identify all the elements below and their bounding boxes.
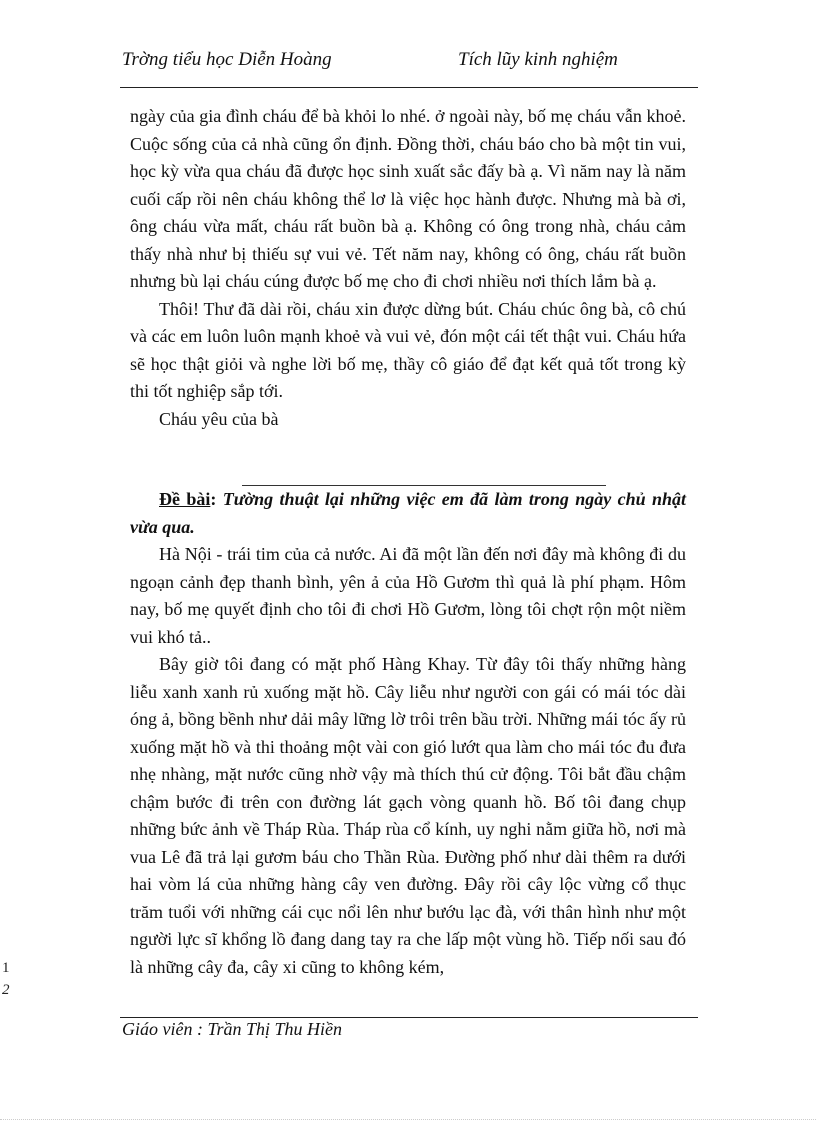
page-number-line: 1 [2, 960, 10, 976]
task-heading [130, 486, 686, 541]
essay-paragraph: Bây giờ tôi đang có mặt phố Hàng Khay. Từ đây tôi thấy những hàng liễu xanh xanh rủ xuống mặt hồ. Cây liễu như người con gái có mái tóc dài óng ả, bồng bềnh như dải mây lững lờ trôi trên bầu trời. Những mái tóc ấy rủ xuống mặt hồ và thi thoảng một vài con gió lướt qua làm cho mái tóc đu đưa nhẹ nhàng, mặt nước cũng nhờ vậy mà thích thú cử động. Tôi bắt đầu chậm chậm bước đi trên con đường lát gạch vòng quanh hồ. Bố tôi đang chụp những bức ảnh về Tháp Rùa. Tháp rùa cổ kính, uy nghi nằm giữa hồ, nơi mà vua Lê đã trả lại gươm báu cho Thần Rùa. Đường phố như dài thêm ra dưới hai vòm lá của những hàng cây ven đường. Đây rồi cây lộc vừng cổ thục trăm tuổi với những cái cục nổi lên như bướu lạc đà, với thân hình như một người lực sĩ khổng lồ đang dang tay ra che lấp một vùng hồ. Tiếp nối sau đó là những cây đa, cây xi cũng to không kém, [130, 654, 686, 977]
page-number [2, 957, 10, 1001]
page-number-line: 2 [2, 982, 10, 998]
letter-paragraph: Thôi! Thư đã dài rồi, cháu xin được dừng bút. Cháu chúc ông bà, cô chú và các em luôn luôn mạnh khoẻ và vui vẻ, đón một cái tết thật vui. Cháu hứa sẽ học thật giỏi và nghe lời bố mẹ, thầy cô giáo để đạt kết quả tốt trong kỳ thi tốt nghiệp sắp tới. [130, 298, 686, 401]
task-label: Đề bài [159, 489, 211, 509]
essay-section [130, 486, 686, 981]
school-name: Trờng tiểu học Diễn Hoàng [122, 49, 332, 70]
letter-paragraph: ngày của gia đình cháu để bà khỏi lo nhé. ở ngoài này, bố mẹ cháu vẫn khoẻ. Cuộc sống của cả nhà cũng ổn định. Đồng thời, cháu báo cho bà một tin vui, học kỳ vừa qua cháu đã được học sinh xuất sắc đấy bà ạ. Vì năm nay là năm cuối cấp rồi nên cháu không thể lơ là việc học hành được. Nhưng mà bà ơi, ông cháu vừa mất, cháu rất buồn bà ạ. Không có ông trong nhà, cháu cảm thấy nhà như bị thiếu sự vui vẻ. Tết năm nay, không có ông, cháu rất buồn nhưng bù lại cháu cúng được bố mẹ cho đi chơi nhiều nơi thích lắm bà ạ. [130, 106, 686, 291]
task-colon: : [210, 489, 223, 509]
page-edge [0, 1119, 816, 1120]
essay-paragraph: Hà Nội - trái tim của cả nước. Ai đã một lần đến nơi đây mà không đi du ngoạn cảnh đẹp thanh bình, yên ả của Hồ Gươm thì quả là phí phạm. Hôm nay, bố mẹ quyết định cho tôi đi chơi Hồ Gươm, lòng tôi chợt rộn một niềm vui khó tả.. [130, 544, 686, 647]
letter-body [130, 103, 686, 433]
document-subject: Tích lũy kinh nghiệm [458, 49, 618, 70]
footer-divider [120, 1017, 698, 1018]
letter-signoff: Cháu yêu của bà [159, 408, 279, 429]
footer-teacher: Giáo viên : Trần Thị Thu Hiền [122, 1019, 343, 1039]
task-title: Tường thuật lại những việc em đã làm trong ngày chủ nhật vừa qua. [130, 489, 687, 537]
header-divider [120, 87, 698, 88]
page-header [122, 49, 698, 77]
